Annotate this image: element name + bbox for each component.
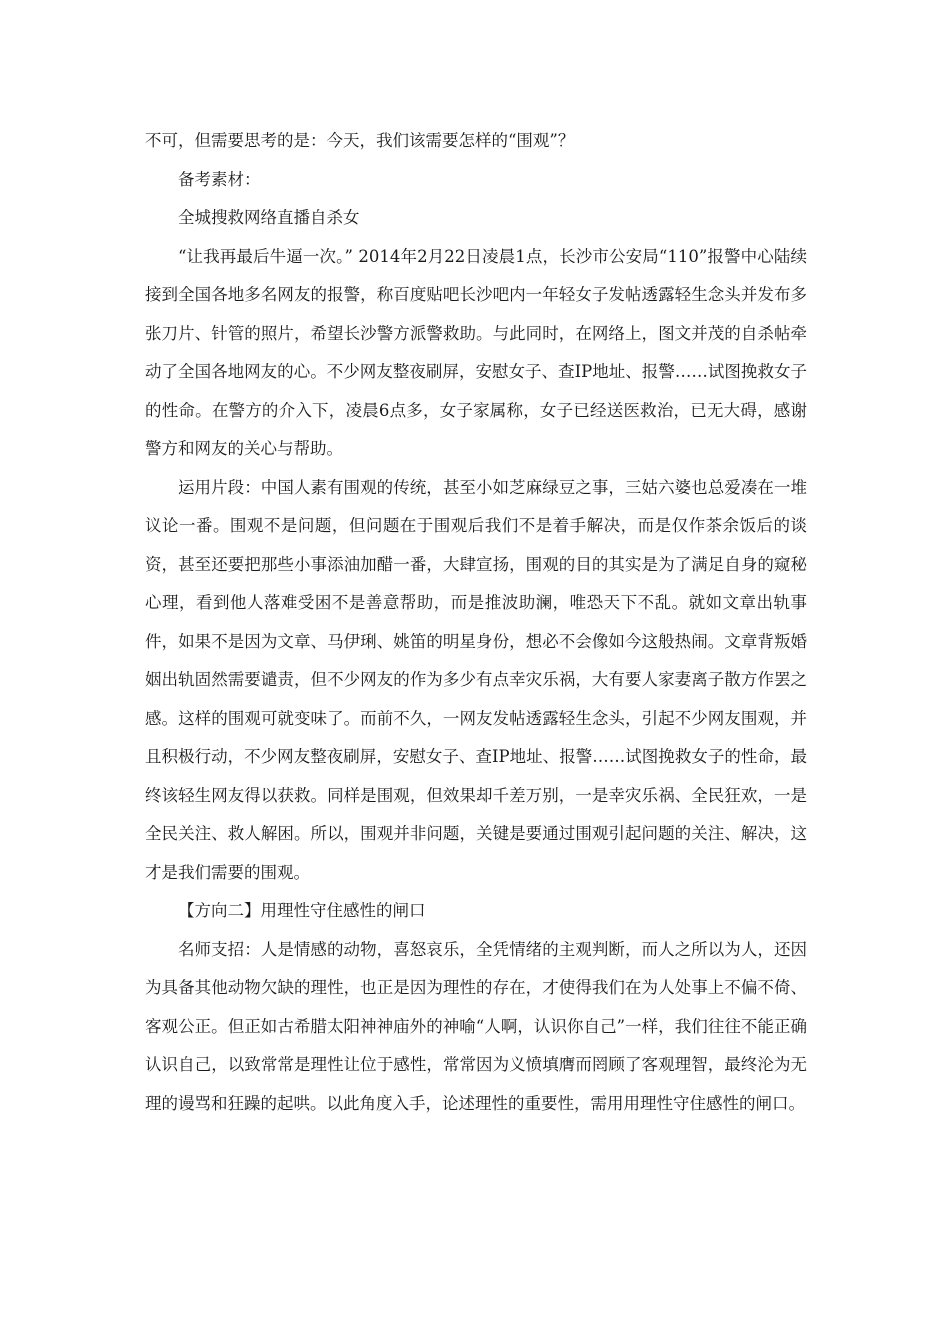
direction-heading: 【方向二】用理性守住感性的闸口 bbox=[178, 901, 426, 920]
paragraph-continuation: 不可，但需要思考的是：今天，我们该需要怎样的“围观”？ bbox=[145, 131, 575, 150]
teacher-tips-paragraph: 名师支招：人是情感的动物，喜怒哀乐，全凭情绪的主观判断，而人之所以为人，还因为具备其他动物欠缺的理性，也正是因为理性的存在，才使得我们在为人处事上不偏不倚、客观公正。但正如古希腊太阳神神庙外的神喻“人啊，认识你自己”一样，我们往往不能正确认识自己，以致常常是理性让位于感性，常常因为义愤填膺而罔顾了客观理智，最终沦为无理的谩骂和狂躁的起哄。以此角度入手，论述理性的重要性，需用用理性守住感性的闸口。 bbox=[145, 939, 807, 1113]
section-label-materials: 备考素材： bbox=[178, 169, 261, 189]
application-paragraph: 运用片段：中国人素有围观的传统，甚至小如芝麻绿豆之事，三姑六婆也总爱凑在一堆议论一番。围观不是问题，但问题在于围观后我们不是着手解决，而是仅作茶余饭后的谈资，甚至还要把那些小事添油加醋一番，大肆宣扬，围观的目的其实是为了满足自身的窥秘心理，看到他人落难受困不是善意帮助，而是推波助澜，唯恐天下不乱。就如文章出轨事件，如果不是因为文章、马伊琍、姚笛的明星身份，想必不会像如今这般热闹。文章背叛婚姻出轨固然需要谴责，但不少网友的作为多少有点幸灾乐祸，大有要人家妻离子散方作罢之感。这样的围观可就变味了。而前不久，一网友发帖透露轻生念头，引起不少网友围观，并且积极行动，不少网友整夜刷屏，安慰女子、查IP地址、报警……试图挽救女子的性命，最终该轻生网友得以获救。同样是围观，但效果却千差万别，一是幸灾乐祸、全民狂欢，一是全民关注、救人解困。所以，围观并非问题，关键是要通过围观引起问题的关注、解决，这才是我们需要的围观。 bbox=[145, 477, 807, 882]
material-title: 全城搜救网络直播自杀女 bbox=[178, 208, 360, 227]
material-paragraph: “让我再最后牛逼一次。” 2014年2月22日凌晨1点，长沙市公安局“110”报警中心陆续接到全国各地多名网友的报警，称百度贴吧长沙吧内一年轻女子发帖透露轻生念头并发布多张刀片、针管的照片，希望长沙警方派警救助。与此同时，在网络上，图文并茂的自杀帖牵动了全国各地网友的心。不少网友整夜刷屏，安慰女子、查IP地址、报警……试图挽救女子的性命。在警方的介入下，凌晨6点多，女子家属称，女子已经送医救治，已无大碍，感谢警方和网友的关心与帮助。 bbox=[145, 246, 807, 458]
document-body bbox=[145, 122, 807, 1123]
